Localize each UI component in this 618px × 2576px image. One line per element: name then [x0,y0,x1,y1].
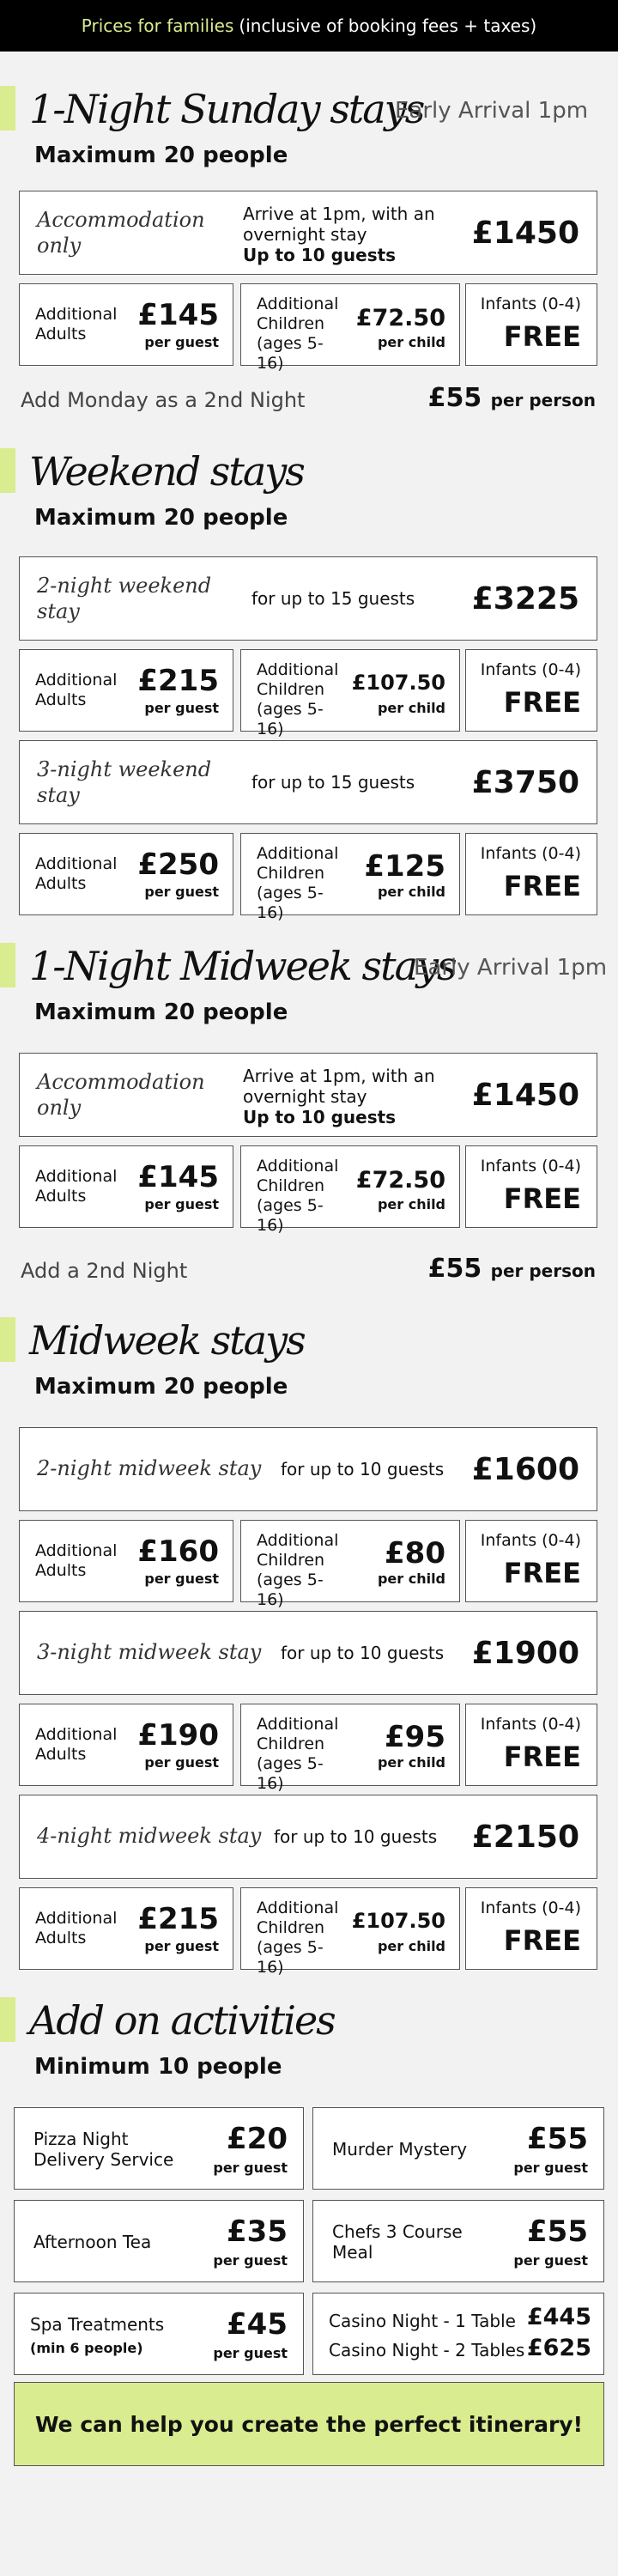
activity-pizza [14,2107,304,2190]
accent-bar [0,1317,15,1362]
section-title: 1-Night Midweek stays [29,943,456,989]
accommodation-price: £1450 [471,216,579,251]
section-header [0,86,618,137]
adults-unit: per guest [144,1571,219,1587]
activity-price: £55 [527,2122,588,2156]
stay-label: 2-night midweek stay [37,1456,262,1480]
casino-one-price: £445 [526,2304,591,2330]
adults-label: Additional Adults [35,1167,118,1206]
infants-price: FREE [503,1924,581,1957]
infants-price: FREE [503,1182,581,1215]
infants-label: Infants (0-4) [480,1157,581,1176]
children-unit: per child [377,700,445,716]
children-price: £107.50 [351,1909,445,1933]
infants-price: FREE [503,320,581,353]
children-price: £125 [364,849,445,884]
stay-price: £3750 [471,765,579,800]
sunday-section [0,86,618,168]
children-card [240,649,460,738]
adults-price: £215 [137,1902,219,1936]
midweek-3-night-card [19,1611,597,1695]
stay-label: 2-night weekend stay [37,574,212,623]
early-arrival-note: Early Arrival 1pm [414,955,608,981]
children-card [240,1887,460,1977]
adults-price: £250 [137,848,219,882]
banner-text: (inclusive of booking fees + taxes) [239,15,537,36]
pricing-banner [0,0,618,52]
infants-card [465,1520,597,1602]
adults-card [19,1520,233,1602]
activity-name: Murder Mystery [332,2139,468,2160]
stay-capacity: for up to 15 guests [251,772,415,793]
stay-capacity: for up to 15 guests [251,588,415,609]
adults-card [19,649,233,732]
infants-card [465,833,597,915]
max-people: Maximum 20 people [34,505,288,531]
infants-label: Infants (0-4) [480,1899,581,1917]
section-title: Weekend stays [29,448,304,495]
midweek-1-night-section [0,943,618,1025]
children-price: £72.50 [355,305,445,331]
infants-card [465,1704,597,1786]
extra-night-amount: £55 [427,383,482,413]
extra-night-price [428,383,596,413]
adults-price: £145 [137,1160,219,1194]
infants-price: FREE [503,686,581,719]
children-label: Additional Children (ages 5-16) [257,1157,339,1235]
adults-unit: per guest [144,1196,219,1212]
activity-murder-mystery [312,2107,604,2190]
activity-name: Pizza Night Delivery Service [33,2129,174,2170]
section-title: Midweek stays [29,1317,305,1364]
adults-label: Additional Adults [35,1541,118,1580]
section-title: Add on activities [29,1997,335,2044]
activity-price: £35 [227,2215,288,2249]
children-unit: per child [377,1754,445,1771]
children-card [240,1704,460,1793]
activity-price: £45 [227,2307,288,2342]
children-price: £107.50 [351,671,445,695]
activity-chefs-meal [312,2200,604,2282]
stay-capacity: for up to 10 guests [281,1643,445,1663]
stay-label: 3-night midweek stay [37,1640,262,1664]
stay-price: £1900 [471,1636,579,1671]
extra-night-price [428,1254,596,1284]
max-people: Maximum 20 people [34,1374,288,1400]
stay-price: £2150 [471,1820,579,1855]
infants-label: Infants (0-4) [480,295,581,313]
accommodation-card [19,1053,597,1137]
midweek-4-night-card [19,1795,597,1879]
stay-capacity: for up to 10 guests [274,1826,438,1847]
activity-spa [14,2293,304,2375]
children-label: Additional Children (ages 5-16) [257,844,339,922]
activity-name: Spa Treatments [30,2314,165,2335]
adults-label: Additional Adults [35,1909,118,1947]
weekend-3-night-card [19,740,597,824]
activity-name: Chefs 3 Course Meal [332,2221,463,2263]
adults-unit: per guest [144,334,219,350]
stay-capacity: for up to 10 guests [281,1459,445,1479]
children-label: Additional Children (ages 5-16) [257,1715,339,1793]
children-unit: per child [377,884,445,900]
infants-price: FREE [503,870,581,902]
activity-price: £55 [527,2215,588,2249]
extra-night-unit: per person [490,390,596,410]
banner-highlight: Prices for families [81,15,234,36]
extra-night-amount: £55 [427,1254,482,1284]
activity-unit: per guest [213,2252,288,2269]
accent-bar [0,1997,15,2042]
activity-unit: per guest [213,2345,288,2361]
infants-card [465,1887,597,1970]
extra-night-label: Add Monday as a 2nd Night [21,388,306,412]
adults-unit: per guest [144,1938,219,1954]
infants-card [465,1145,597,1228]
accent-bar [0,448,15,493]
accommodation-label: Accommodation only [37,1070,205,1120]
infants-label: Infants (0-4) [480,844,581,863]
weekend-section [0,448,618,531]
early-arrival-note: Early Arrival 1pm [395,98,589,124]
activity-note: (min 6 people) [30,2340,143,2356]
accommodation-label: Accommodation only [37,208,205,258]
adults-card [19,1704,233,1786]
min-people: Minimum 10 people [34,2054,282,2080]
section-header [0,1997,618,2049]
adults-label: Additional Adults [35,1725,118,1764]
children-label: Additional Children (ages 5-16) [257,1899,339,1977]
children-card [240,1145,460,1235]
adults-card [19,283,233,366]
section-title: 1-Night Sunday stays [29,86,424,132]
adults-card [19,1145,233,1228]
extra-night-unit: per person [490,1261,596,1281]
adults-price: £160 [137,1534,219,1569]
children-label: Additional Children (ages 5-16) [257,660,339,738]
activity-unit: per guest [213,2160,288,2176]
children-unit: per child [377,1938,445,1954]
itinerary-cta[interactable]: We can help you create the perfect itinerary! [14,2382,604,2466]
accommodation-details [243,1066,457,1127]
activities-section [0,1997,618,2080]
children-card [240,283,460,373]
activity-price: £20 [227,2122,288,2156]
accent-bar [0,86,15,131]
infants-card [465,283,597,366]
stay-price: £1600 [471,1452,579,1487]
max-people: Maximum 20 people [34,999,288,1025]
children-price: £80 [385,1536,445,1571]
children-unit: per child [377,334,445,350]
section-header [0,943,618,994]
arrival-text: Arrive at 1pm, with an overnight stay [243,1066,435,1107]
midweek-2-night-card [19,1427,597,1511]
infants-price: FREE [503,1741,581,1773]
activity-name: Afternoon Tea [33,2232,152,2252]
adults-price: £145 [137,298,219,332]
children-price: £95 [385,1720,445,1754]
children-card [240,833,460,922]
accommodation-card [19,191,597,275]
adults-label: Additional Adults [35,854,118,893]
adults-price: £190 [137,1718,219,1753]
children-price: £72.50 [355,1167,445,1194]
activity-unit: per guest [513,2252,588,2269]
stay-label: 3-night weekend stay [37,757,212,807]
children-unit: per child [377,1196,445,1212]
activity-casino [312,2293,604,2375]
stay-label: 4-night midweek stay [37,1824,262,1848]
adults-unit: per guest [144,700,219,716]
accommodation-details [243,204,457,265]
children-unit: per child [377,1571,445,1587]
adults-card [19,1887,233,1970]
midweek-section [0,1317,618,1400]
adults-unit: per guest [144,884,219,900]
section-header [0,1317,618,1369]
infants-label: Infants (0-4) [480,1531,581,1550]
casino-two-tables: Casino Night - 2 Tables [329,2340,525,2360]
children-label: Additional Children (ages 5-16) [257,1531,339,1609]
adults-card [19,833,233,915]
accommodation-price: £1450 [471,1078,579,1113]
guest-limit: Up to 10 guests [243,1107,397,1127]
extra-night-label: Add a 2nd Night [21,1259,188,1283]
stay-price: £3225 [471,581,579,617]
activity-unit: per guest [513,2160,588,2176]
adults-label: Additional Adults [35,671,118,709]
infants-card [465,649,597,732]
max-people: Maximum 20 people [34,143,288,168]
infants-price: FREE [503,1557,581,1589]
children-card [240,1520,460,1609]
weekend-2-night-card [19,556,597,641]
children-label: Additional Children (ages 5-16) [257,295,339,373]
accent-bar [0,943,15,987]
arrival-text: Arrive at 1pm, with an overnight stay [243,204,435,245]
casino-one-table: Casino Night - 1 Table [329,2311,516,2331]
adults-label: Additional Adults [35,305,118,343]
infants-label: Infants (0-4) [480,660,581,679]
adults-price: £215 [137,664,219,698]
infants-label: Infants (0-4) [480,1715,581,1734]
guest-limit: Up to 10 guests [243,245,397,265]
casino-two-price: £625 [526,2335,591,2361]
adults-unit: per guest [144,1754,219,1771]
section-header [0,448,618,500]
activity-afternoon-tea [14,2200,304,2282]
